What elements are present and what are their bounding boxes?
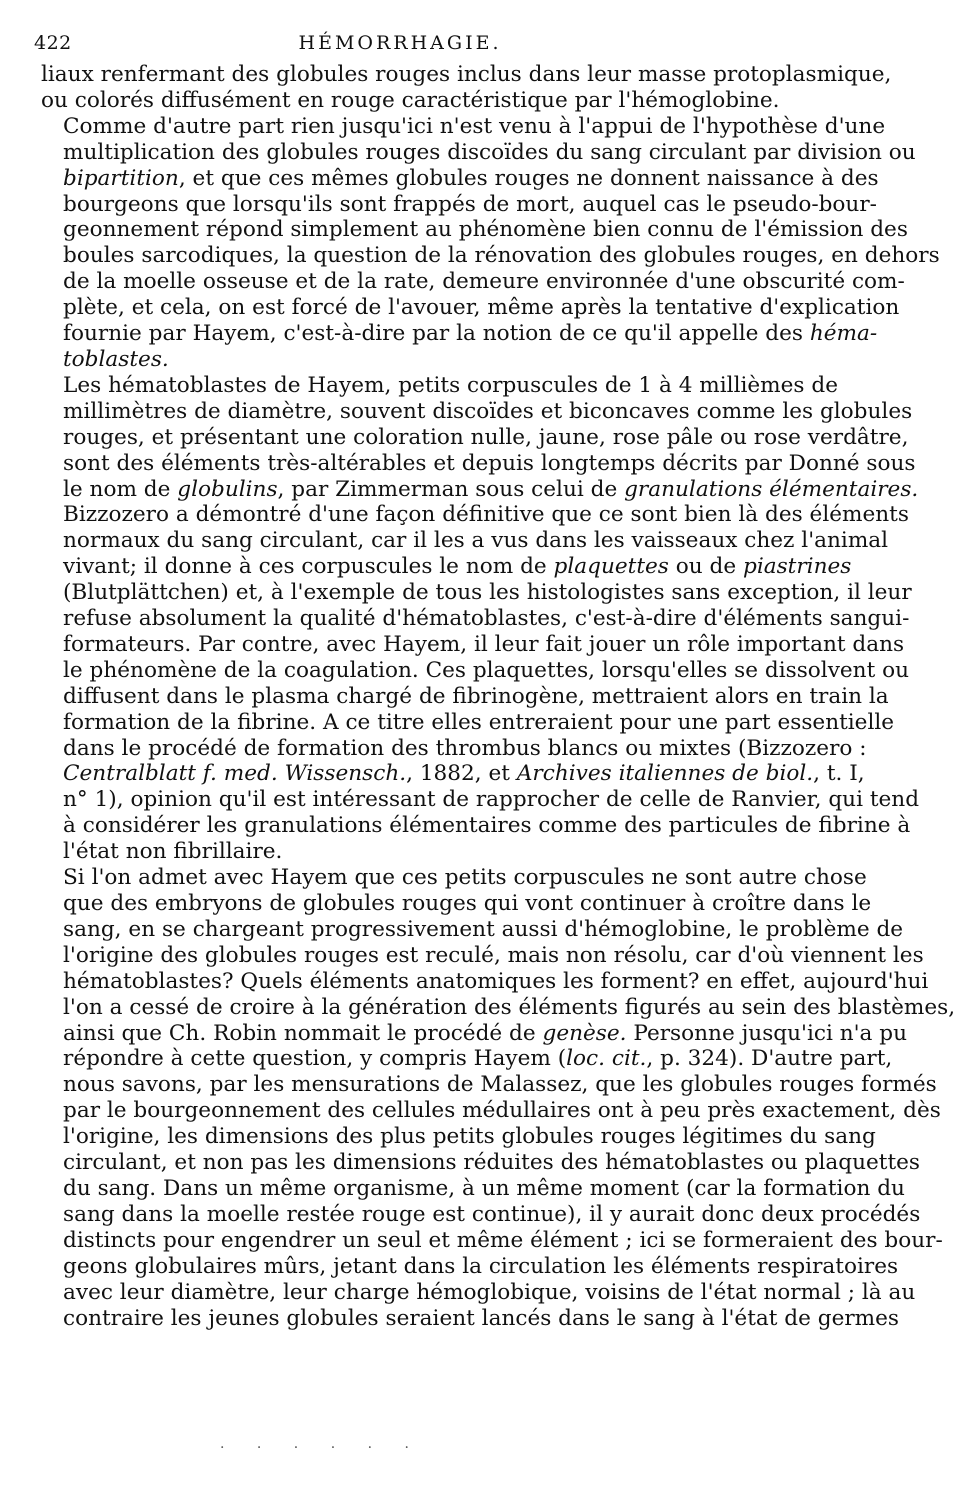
text-segment: circulant, et non pas les dimensions réduites des hématoblastes ou plaquettes [63,1150,921,1176]
text-line [41,502,909,528]
footer-marks: · · · · · · [220,1440,423,1456]
text-line [41,761,865,787]
paragraph [41,113,940,373]
page-number: 422 [34,32,72,54]
italic-text: plaquettes [553,554,669,580]
text-line [41,1046,893,1072]
text-segment: refuse absolument la qualité d'hématoblastes, c'est-à-dire d'éléments sangui- [63,606,910,632]
text-line [41,891,872,917]
text-segment: à considérer les granulations élémentaires comme des particules de fibrine à [63,813,911,839]
text-segment: le phénomène de la coagulation. Ces plaquettes, lorsqu'elles se dissolvent ou [63,657,910,683]
text-line [41,450,916,477]
italic-text: Archives italiennes de biol. [516,761,814,787]
text-line [41,528,889,554]
text-segment: ou colorés diffusément en rouge caractéristique par l'hémoglobine. [41,87,780,113]
text-line [41,580,912,606]
body-text [41,62,955,1331]
text-segment: normaux du sang circulant, car il les a vus dans les vaisseaux chez l'animal [63,528,889,554]
text-segment: , par Zimmerman sous celui de [277,476,625,502]
text-segment: ou de [668,554,743,580]
text-segment: l'état non fibrillaire. [63,839,283,865]
text-segment: de la moelle osseuse et de la rate, demeure environnée d'une obscurité com- [63,269,905,295]
text-segment: l'origine des globules rouges est reculé, mais non résolu, car d'où viennent les [63,942,924,968]
text-line [41,683,889,710]
text-line [41,372,838,399]
text-line [41,1253,899,1280]
text-segment: sang dans la moelle restée rouge est continue), il y aurait donc deux procédés [63,1201,921,1227]
text-segment: geonnement répond simplement au phénomène bien connu de l'émission des [63,217,908,243]
text-line [41,1150,921,1176]
text-line [41,295,900,321]
text-line [41,554,852,580]
text-segment: , et que ces mêmes globules rouges ne donnent naissance à des [178,165,879,191]
text-segment: vivant; il donne à ces corpuscules le nom de [63,554,554,580]
text-line [41,994,955,1021]
text-line [41,1020,908,1047]
text-segment: hématoblastes? Quels éléments anatomiques les forment? en effet, aujourd'hui [63,968,929,994]
text-segment: nous savons, par les mensurations de Malassez, que les globules rouges formés [63,1072,937,1098]
text-line [41,476,919,503]
page-header [34,30,766,56]
text-line [41,735,867,762]
text-line [41,1201,921,1228]
text-line [41,1279,916,1306]
text-segment: bourgeons que lorsqu'ils sont frappés de mort, auquel cas le pseudo-bour- [63,191,877,217]
italic-text: loc. cit. [566,1046,647,1072]
text-segment: l'on a cessé de croire à la génération des éléments figurés au sein des blastèmes, [63,994,955,1020]
text-segment: formation de la fibrine. A ce titre elles entreraient pour une part essentielle [63,709,895,735]
italic-text: globulins [177,476,278,502]
text-line [41,787,920,813]
text-segment: le nom de [63,476,178,502]
italic-text: Centralblatt f. med. Wissensch. [63,761,407,787]
text-line [41,321,878,347]
text-segment: distincts pour engendrer un seul et même élément ; ici se formeraient des bour- [63,1227,943,1253]
text-segment: plète, et cela, on est forcé de l'avouer, même après la tentative d'explication [63,295,900,321]
text-segment: dans le procédé de formation des thrombus blancs ou mixtes (Bizzozero : [63,735,867,761]
text-line [41,191,877,218]
text-segment: Comme d'autre part rien jusqu'ici n'est venu à l'appui de l'hypothèse d'une [63,113,886,139]
text-line [41,1227,943,1254]
text-line [41,916,904,943]
text-line [41,347,763,373]
text-segment: (Blutplättchen) et, à l'exemple de tous les histologistes sans exception, il leur [63,580,912,606]
text-line [41,968,929,995]
paragraph [41,62,892,114]
text-segment: , t. I, [813,761,865,787]
text-segment: multiplication des globules rouges discoïdes du sang circulant par division ou [63,139,916,165]
text-line [41,1124,876,1150]
text-line [41,217,908,243]
italic-text: piastrines [743,554,852,580]
text-segment: n° 1), opinion qu'il est intéressant de rapprocher de celle de Ranvier, qui tend [63,787,920,813]
italic-text: bipartition [63,165,179,191]
text-segment: Bizzozero a démontré d'une façon définitive que ce sont bien là des éléments [63,502,909,528]
text-line [41,424,909,451]
text-line [41,631,905,658]
text-segment: rouges, et présentant une coloration nulle, jaune, rose pâle ou rose verdâtre, [63,424,909,450]
text-line [41,709,895,736]
text-segment: par le bourgeonnement des cellules médullaires ont à peu près exactement, dès [63,1098,941,1124]
text-line [41,813,911,839]
text-line [41,1072,937,1098]
text-line [41,606,910,632]
text-segment: fournie par Hayem, c'est-à-dire par la notion de ce qu'il appelle des [63,321,810,347]
text-segment: Personne jusqu'ici n'a pu [626,1020,908,1046]
text-line [41,1098,941,1124]
text-line [41,398,913,425]
italic-text: granulations élémentaires. [624,476,919,502]
paragraph [41,372,920,865]
text-line [41,139,916,166]
text-segment: répondre à cette question, y compris Hayem ( [63,1046,567,1072]
text-segment: liaux renfermant des globules rouges inclus dans leur masse protoplasmique, [41,62,892,87]
text-segment: sang, en se chargeant progressivement aussi d'hémoglobine, le problème de [63,916,904,942]
text-segment: contraire les jeunes globules seraient lancés dans le sang à l'état de germes [63,1305,900,1331]
text-line [41,839,763,865]
text-line [41,243,940,269]
text-segment: ainsi que Ch. Robin nommait le procédé de [63,1020,543,1046]
italic-text: genèse. [542,1020,627,1046]
text-line [41,657,910,684]
text-segment: avec leur diamètre, leur charge hémoglobique, voisins de l'état normal ; là au [63,1279,916,1305]
running-title: HÉMORRHAGIE. [298,32,502,54]
text-segment: l'origine, les dimensions des plus petits globules rouges légitimes du sang [63,1124,876,1150]
paragraph [41,865,955,1331]
text-segment: du sang. Dans un même organisme, à un même moment (car la formation du [63,1175,905,1201]
text-segment: boules sarcodiques, la question de la rénovation des globules rouges, en dehors [63,243,940,269]
text-line [41,165,879,192]
text-line [41,1175,905,1202]
italic-text: héma- [809,321,878,347]
text-line [41,1305,900,1332]
text-line [41,62,892,88]
text-line [41,269,905,295]
text-line [41,87,780,114]
text-segment: millimètres de diamètre, souvent discoïdes et biconcaves comme les globules [63,398,913,424]
text-segment: geons globulaires mûrs, jetant dans la circulation les éléments respiratoires [63,1253,899,1279]
text-segment: diffusent dans le plasma chargé de fibrinogène, mettraient alors en train la [63,683,889,709]
italic-text: toblastes. [63,346,169,372]
text-segment: , 1882, et [406,761,517,787]
text-segment: formateurs. Par contre, avec Hayem, il leur fait jouer un rôle important dans [63,631,905,657]
text-segment: sont des éléments très-altérables et depuis longtemps décrits par Donné sous [63,450,916,476]
text-segment: , p. 324). D'autre part, [646,1046,893,1072]
text-line [41,942,924,969]
text-line [41,865,867,891]
text-segment: que des embryons de globules rouges qui vont continuer à croître dans le [63,891,872,916]
text-segment: Si l'on admet avec Hayem que ces petits corpuscules ne sont autre chose [63,865,867,891]
text-segment: Les hématoblastes de Hayem, petits corpuscules de 1 à 4 millièmes de [63,372,838,398]
text-line [41,113,886,140]
